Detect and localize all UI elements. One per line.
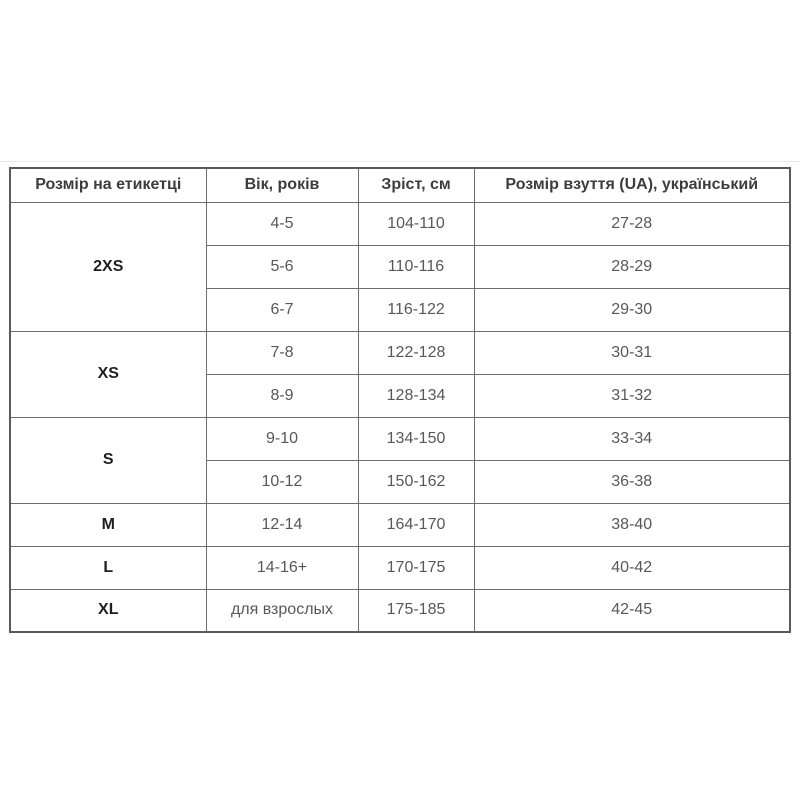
header-row bbox=[10, 168, 790, 202]
table-row bbox=[10, 417, 790, 460]
height-cell: 164-170 bbox=[358, 503, 474, 546]
size-cell: S bbox=[10, 417, 206, 503]
shoe-cell: 40-42 bbox=[474, 546, 790, 589]
size-chart-table bbox=[9, 167, 791, 633]
size-chart-body bbox=[10, 202, 790, 632]
shoe-cell: 31-32 bbox=[474, 374, 790, 417]
size-cell: XL bbox=[10, 589, 206, 632]
age-cell: 8-9 bbox=[206, 374, 358, 417]
size-cell: XS bbox=[10, 331, 206, 417]
table-row bbox=[10, 331, 790, 374]
table-row bbox=[10, 503, 790, 546]
age-cell: 4-5 bbox=[206, 202, 358, 245]
table-row bbox=[10, 202, 790, 245]
height-cell: 170-175 bbox=[358, 546, 474, 589]
header-cell: Зріст, см bbox=[358, 168, 474, 202]
shoe-cell: 42-45 bbox=[474, 589, 790, 632]
shoe-cell: 30-31 bbox=[474, 331, 790, 374]
age-cell: 5-6 bbox=[206, 245, 358, 288]
header-cell: Розмір взуття (UA), український bbox=[474, 168, 790, 202]
shoe-cell: 38-40 bbox=[474, 503, 790, 546]
header-cell: Розмір на етикетці bbox=[10, 168, 206, 202]
age-cell: 9-10 bbox=[206, 417, 358, 460]
height-cell: 116-122 bbox=[358, 288, 474, 331]
age-cell: 10-12 bbox=[206, 460, 358, 503]
size-cell: M bbox=[10, 503, 206, 546]
age-cell: 12-14 bbox=[206, 503, 358, 546]
shoe-cell: 28-29 bbox=[474, 245, 790, 288]
height-cell: 110-116 bbox=[358, 245, 474, 288]
age-cell: для взрослых bbox=[206, 589, 358, 632]
age-cell: 7-8 bbox=[206, 331, 358, 374]
shoe-cell: 36-38 bbox=[474, 460, 790, 503]
height-cell: 122-128 bbox=[358, 331, 474, 374]
table-row bbox=[10, 589, 790, 632]
shoe-cell: 29-30 bbox=[474, 288, 790, 331]
height-cell: 104-110 bbox=[358, 202, 474, 245]
height-cell: 128-134 bbox=[358, 374, 474, 417]
height-cell: 175-185 bbox=[358, 589, 474, 632]
shoe-cell: 33-34 bbox=[474, 417, 790, 460]
size-chart-header bbox=[10, 168, 790, 202]
height-cell: 150-162 bbox=[358, 460, 474, 503]
shoe-cell: 27-28 bbox=[474, 202, 790, 245]
header-cell: Вік, років bbox=[206, 168, 358, 202]
divider-line bbox=[0, 161, 800, 162]
table-row bbox=[10, 546, 790, 589]
height-cell: 134-150 bbox=[358, 417, 474, 460]
size-cell: L bbox=[10, 546, 206, 589]
age-cell: 6-7 bbox=[206, 288, 358, 331]
age-cell: 14-16+ bbox=[206, 546, 358, 589]
size-cell: 2XS bbox=[10, 202, 206, 331]
